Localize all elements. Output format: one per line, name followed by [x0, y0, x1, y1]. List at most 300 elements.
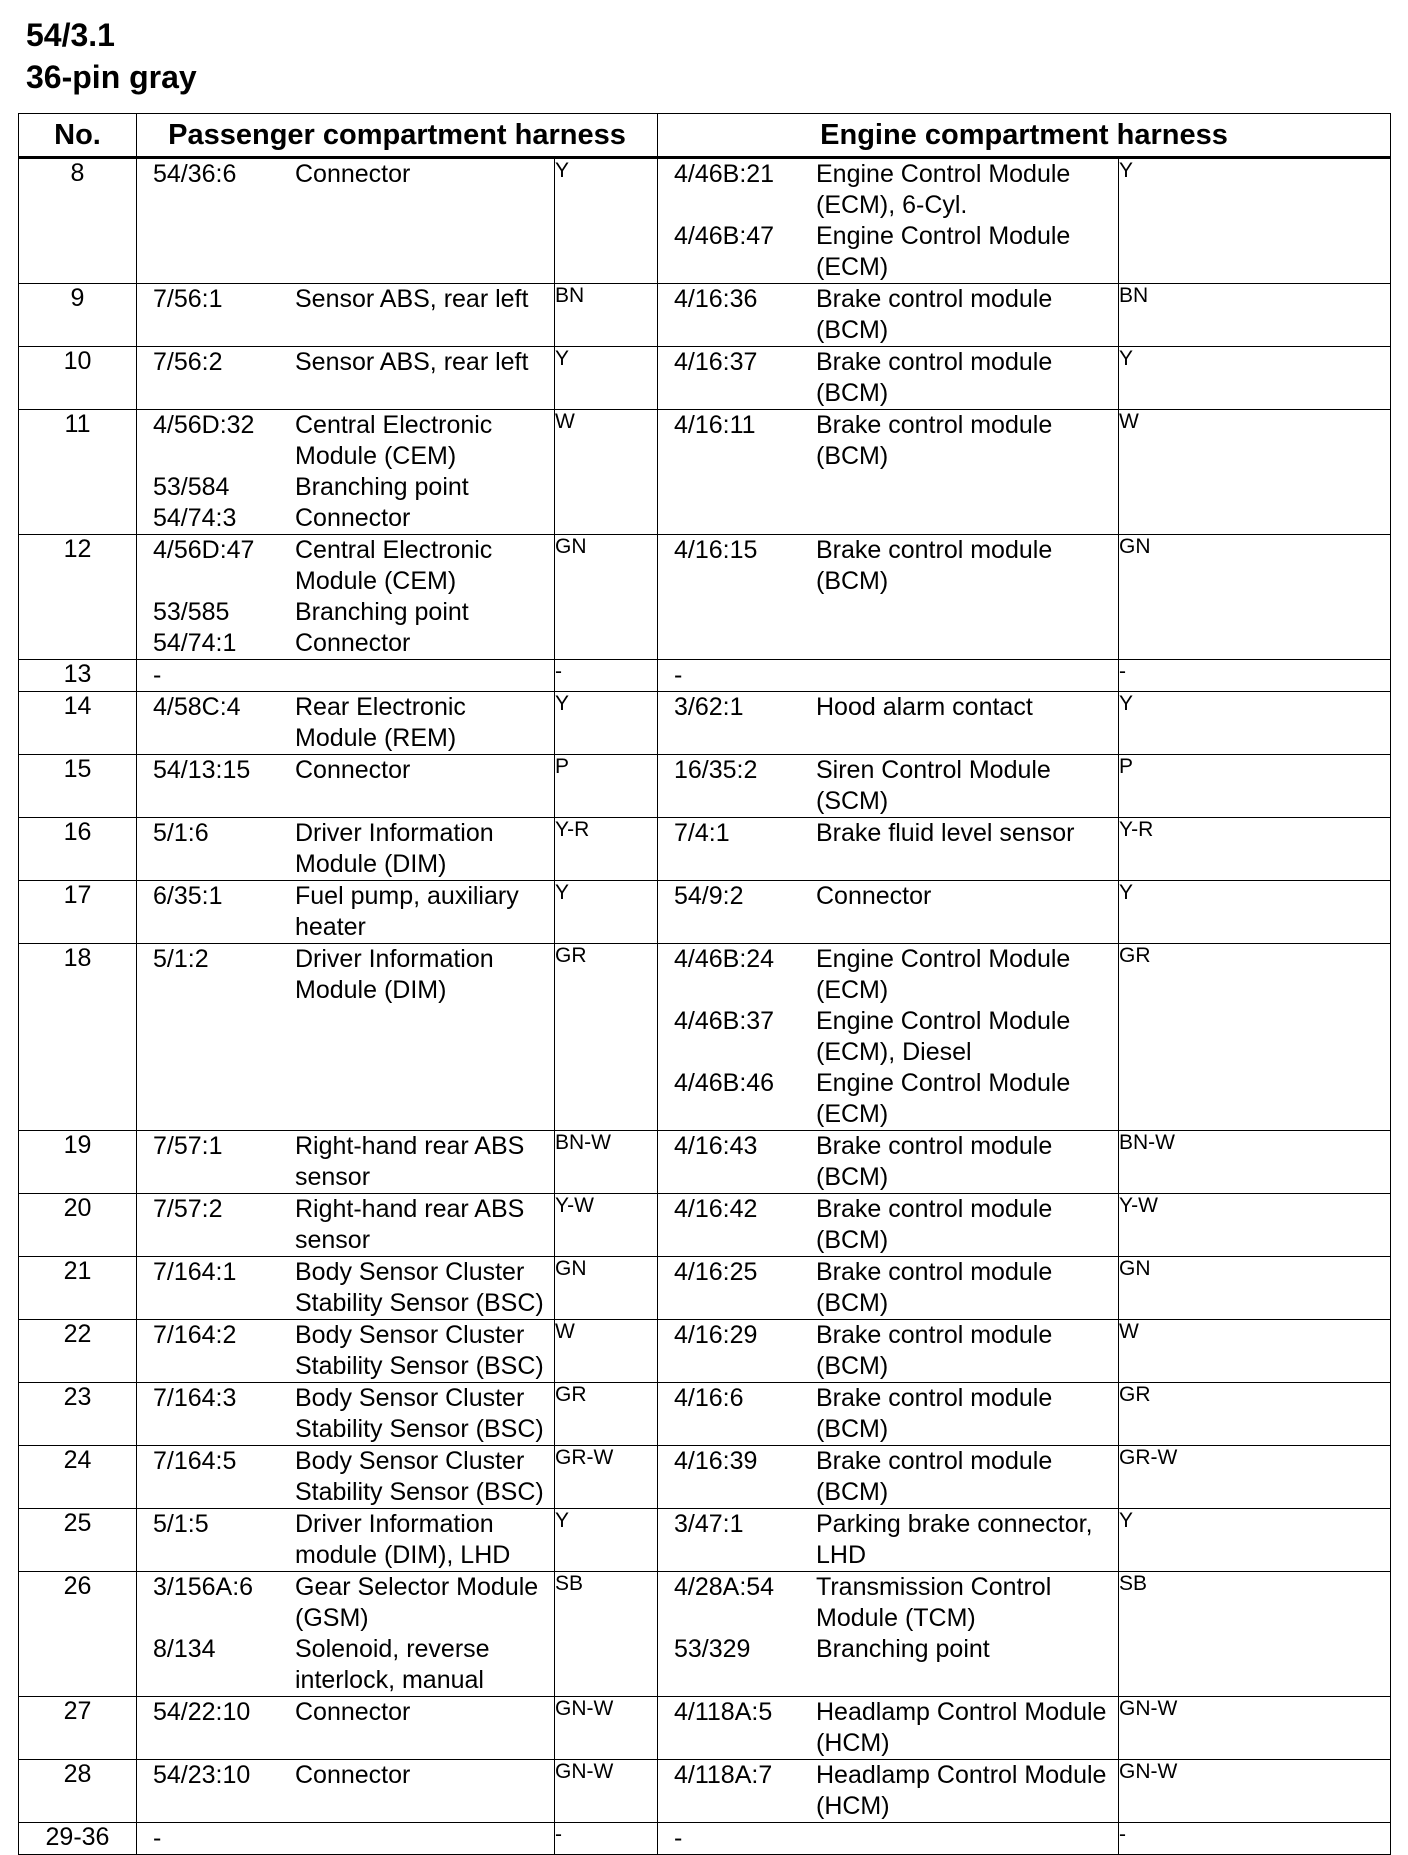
passenger-component: Connector — [295, 756, 411, 784]
engine-terminal-code: 4/46B:21 — [674, 160, 775, 188]
engine-entry — [658, 1068, 1118, 1130]
engine-component: Brake control module (BCM) — [816, 1447, 1053, 1506]
passenger-entry — [137, 1194, 554, 1256]
passenger-component: Solenoid, reverse interlock, manual — [295, 1635, 490, 1694]
passenger-entry — [137, 818, 554, 880]
passenger-entries — [137, 410, 555, 535]
passenger-component: Right-hand rear ABS sensor — [295, 1195, 525, 1254]
table-row — [19, 1383, 1391, 1446]
header-row — [19, 114, 1391, 158]
passenger-wire-color: BN — [555, 284, 658, 347]
engine-entries — [658, 1509, 1119, 1572]
pin-number: 10 — [19, 347, 137, 410]
table-row — [19, 944, 1391, 1131]
engine-entry — [658, 159, 1118, 221]
passenger-entries — [137, 1823, 555, 1855]
passenger-component: Body Sensor Cluster Stability Sensor (BSC) — [295, 1384, 544, 1443]
passenger-entries — [137, 1383, 555, 1446]
engine-terminal-code: 4/16:43 — [674, 1132, 758, 1160]
table-row — [19, 347, 1391, 410]
engine-wire-color: - — [1119, 660, 1391, 692]
passenger-wire-color: GN-W — [555, 1760, 658, 1823]
passenger-entries — [137, 692, 555, 755]
passenger-component: Sensor ABS, rear left — [295, 348, 529, 376]
engine-terminal-code: 4/16:39 — [674, 1447, 758, 1475]
engine-wire-color: GN — [1119, 535, 1391, 660]
engine-component: Hood alarm contact — [816, 693, 1033, 721]
engine-entry — [658, 1823, 1118, 1854]
passenger-component: Driver Information Module (DIM) — [295, 945, 494, 1004]
passenger-entries — [137, 1572, 555, 1697]
pin-number: 18 — [19, 944, 137, 1131]
passenger-entries — [137, 1320, 555, 1383]
header-passenger-harness: Passenger compartment harness — [137, 114, 658, 158]
passenger-entries — [137, 1697, 555, 1760]
engine-entry — [658, 1634, 1118, 1665]
engine-entries — [658, 881, 1119, 944]
pin-number: 29-36 — [19, 1823, 137, 1855]
engine-entry — [658, 692, 1118, 723]
passenger-entries — [137, 660, 555, 692]
engine-terminal-code: 4/16:42 — [674, 1195, 758, 1223]
pin-number: 22 — [19, 1320, 137, 1383]
passenger-component: Gear Selector Module (GSM) — [295, 1573, 539, 1632]
engine-terminal-code: 4/16:36 — [674, 285, 758, 313]
passenger-wire-color: Y-R — [555, 818, 658, 881]
engine-entry — [658, 755, 1118, 817]
engine-component: Parking brake connector, LHD — [816, 1510, 1093, 1569]
pin-number: 27 — [19, 1697, 137, 1760]
engine-component: Transmission Control Module (TCM) — [816, 1573, 1052, 1632]
passenger-entry — [137, 1823, 554, 1854]
engine-wire-color: Y-W — [1119, 1194, 1391, 1257]
passenger-wire-color: BN-W — [555, 1131, 658, 1194]
passenger-entry — [137, 1257, 554, 1319]
engine-entries — [658, 1383, 1119, 1446]
table-row — [19, 692, 1391, 755]
engine-entries — [658, 1194, 1119, 1257]
passenger-wire-color: Y — [555, 692, 658, 755]
table-row — [19, 1446, 1391, 1509]
engine-component: Brake control module (BCM) — [816, 348, 1053, 407]
passenger-component: Branching point — [295, 598, 469, 626]
engine-component: Brake control module (BCM) — [816, 1132, 1053, 1191]
passenger-component: Sensor ABS, rear left — [295, 285, 529, 313]
engine-entry — [658, 1131, 1118, 1193]
engine-terminal-code: 4/28A:54 — [674, 1573, 775, 1601]
engine-component: Brake control module (BCM) — [816, 411, 1053, 470]
passenger-terminal-code: 7/56:1 — [153, 285, 223, 313]
passenger-component: Body Sensor Cluster Stability Sensor (BSC) — [295, 1321, 544, 1380]
pin-number: 14 — [19, 692, 137, 755]
engine-terminal-code: 16/35:2 — [674, 756, 758, 784]
passenger-entry — [137, 755, 554, 786]
engine-component: Engine Control Module (ECM) — [816, 945, 1071, 1004]
passenger-entries — [137, 881, 555, 944]
engine-entry — [658, 1697, 1118, 1759]
engine-wire-color: Y — [1119, 1509, 1391, 1572]
engine-component: Engine Control Module (ECM) — [816, 1069, 1071, 1128]
passenger-wire-color: - — [555, 660, 658, 692]
engine-component: Connector — [816, 882, 932, 910]
engine-wire-color: Y — [1119, 347, 1391, 410]
passenger-terminal-code: 7/164:1 — [153, 1258, 237, 1286]
passenger-component: Driver Information Module (DIM) — [295, 819, 494, 878]
table-row — [19, 1697, 1391, 1760]
passenger-entry — [137, 1572, 554, 1634]
passenger-component: Body Sensor Cluster Stability Sensor (BSC) — [295, 1258, 544, 1317]
passenger-terminal-code: 4/58C:4 — [153, 693, 241, 721]
passenger-component: Driver Information module (DIM), LHD — [295, 1510, 511, 1569]
pin-number: 11 — [19, 410, 137, 535]
passenger-component: Fuel pump, auxiliary heater — [295, 882, 519, 941]
passenger-entries — [137, 347, 555, 410]
passenger-entries — [137, 1194, 555, 1257]
pin-number: 24 — [19, 1446, 137, 1509]
engine-entry — [658, 1572, 1118, 1634]
engine-wire-color: GN-W — [1119, 1697, 1391, 1760]
engine-component — [816, 660, 1118, 691]
pin-number: 26 — [19, 1572, 137, 1697]
engine-terminal-code: 4/16:15 — [674, 536, 758, 564]
engine-component: Engine Control Module (ECM), 6-Cyl. — [816, 160, 1071, 219]
table-row — [19, 1131, 1391, 1194]
pin-number: 23 — [19, 1383, 137, 1446]
engine-entries — [658, 284, 1119, 347]
engine-wire-color: W — [1119, 1320, 1391, 1383]
table-row — [19, 1320, 1391, 1383]
engine-entry — [658, 535, 1118, 597]
engine-wire-color: Y — [1119, 692, 1391, 755]
engine-entry — [658, 1509, 1118, 1571]
passenger-wire-color: GN — [555, 535, 658, 660]
passenger-wire-color: SB — [555, 1572, 658, 1697]
engine-component: Brake control module (BCM) — [816, 285, 1053, 344]
passenger-terminal-code: 54/74:3 — [153, 504, 237, 532]
passenger-terminal-code: - — [153, 1824, 162, 1852]
pin-number: 8 — [19, 158, 137, 284]
table-row — [19, 1257, 1391, 1320]
passenger-terminal-code: 54/22:10 — [153, 1698, 251, 1726]
engine-terminal-code: 4/16:11 — [674, 411, 756, 439]
engine-component: Engine Control Module (ECM) — [816, 222, 1071, 281]
passenger-terminal-code: 7/56:2 — [153, 348, 223, 376]
engine-entry — [658, 818, 1118, 849]
passenger-wire-color: GR — [555, 944, 658, 1131]
engine-wire-color: Y — [1119, 881, 1391, 944]
engine-entry — [658, 284, 1118, 346]
passenger-wire-color: Y — [555, 1509, 658, 1572]
engine-component: Brake control module (BCM) — [816, 536, 1053, 595]
passenger-entry — [137, 881, 554, 943]
table-row — [19, 660, 1391, 692]
passenger-terminal-code: 4/56D:32 — [153, 411, 255, 439]
pin-number: 13 — [19, 660, 137, 692]
passenger-wire-color: GR-W — [555, 1446, 658, 1509]
passenger-entries — [137, 1131, 555, 1194]
engine-entry — [658, 660, 1118, 691]
engine-wire-color: P — [1119, 755, 1391, 818]
passenger-entries — [137, 818, 555, 881]
passenger-component: Connector — [295, 504, 411, 532]
passenger-terminal-code: 5/1:5 — [153, 1510, 209, 1538]
pin-number: 17 — [19, 881, 137, 944]
passenger-wire-color: GN-W — [555, 1697, 658, 1760]
passenger-entry — [137, 1634, 554, 1696]
engine-entries — [658, 660, 1119, 692]
passenger-wire-color: Y — [555, 881, 658, 944]
passenger-entry — [137, 284, 554, 315]
pin-number: 16 — [19, 818, 137, 881]
connector-description: 36-pin gray — [26, 59, 197, 95]
passenger-entry — [137, 597, 554, 628]
engine-terminal-code: 3/47:1 — [674, 1510, 744, 1538]
passenger-entries — [137, 944, 555, 1131]
engine-component: Headlamp Control Module (HCM) — [816, 1761, 1107, 1820]
table-row — [19, 158, 1391, 284]
passenger-terminal-code: 7/164:3 — [153, 1384, 237, 1412]
engine-entries — [658, 410, 1119, 535]
passenger-terminal-code: 54/13:15 — [153, 756, 251, 784]
passenger-terminal-code: 53/585 — [153, 598, 230, 626]
passenger-terminal-code: 5/1:6 — [153, 819, 209, 847]
engine-wire-color: BN — [1119, 284, 1391, 347]
engine-entries — [658, 818, 1119, 881]
engine-wire-color: GR — [1119, 1383, 1391, 1446]
engine-terminal-code: 4/16:6 — [674, 1384, 744, 1412]
passenger-component: Body Sensor Cluster Stability Sensor (BSC) — [295, 1447, 544, 1506]
passenger-entry — [137, 1446, 554, 1508]
table-row — [19, 1760, 1391, 1823]
passenger-entry — [137, 660, 554, 691]
engine-terminal-code: 4/46B:46 — [674, 1069, 775, 1097]
pin-number: 20 — [19, 1194, 137, 1257]
engine-entries — [658, 347, 1119, 410]
header-engine-harness: Engine compartment harness — [658, 114, 1391, 158]
table-row — [19, 1572, 1391, 1697]
engine-component: Brake fluid level sensor — [816, 819, 1075, 847]
engine-entries — [658, 692, 1119, 755]
table-row — [19, 881, 1391, 944]
passenger-entry — [137, 944, 554, 1006]
passenger-entry — [137, 1760, 554, 1791]
pin-number: 28 — [19, 1760, 137, 1823]
passenger-wire-color: Y — [555, 158, 658, 284]
passenger-entries — [137, 535, 555, 660]
document-title — [26, 14, 197, 98]
engine-entry — [658, 1446, 1118, 1508]
engine-component: Brake control module (BCM) — [816, 1321, 1053, 1380]
engine-component — [816, 1823, 1118, 1854]
passenger-entries — [137, 1257, 555, 1320]
passenger-terminal-code: 54/74:1 — [153, 629, 237, 657]
passenger-entry — [137, 628, 554, 659]
engine-component: Brake control module (BCM) — [816, 1384, 1053, 1443]
passenger-wire-color: P — [555, 755, 658, 818]
engine-entries — [658, 1823, 1119, 1855]
engine-entry — [658, 221, 1118, 283]
pin-number: 9 — [19, 284, 137, 347]
engine-entries — [658, 1320, 1119, 1383]
passenger-component: Rear Electronic Module (REM) — [295, 693, 466, 752]
table-row — [19, 755, 1391, 818]
passenger-wire-color: GN — [555, 1257, 658, 1320]
table-row — [19, 410, 1391, 535]
passenger-terminal-code: 7/57:1 — [153, 1132, 223, 1160]
passenger-terminal-code: - — [153, 661, 162, 689]
engine-terminal-code: - — [674, 661, 683, 689]
engine-entries — [658, 158, 1119, 284]
engine-wire-color: Y-R — [1119, 818, 1391, 881]
engine-terminal-code: 4/16:37 — [674, 348, 758, 376]
table-row — [19, 1194, 1391, 1257]
pin-number: 21 — [19, 1257, 137, 1320]
passenger-terminal-code: 5/1:2 — [153, 945, 209, 973]
engine-terminal-code: - — [674, 1824, 683, 1852]
passenger-terminal-code: 7/164:5 — [153, 1447, 237, 1475]
passenger-entry — [137, 472, 554, 503]
engine-entries — [658, 535, 1119, 660]
engine-component: Engine Control Module (ECM), Diesel — [816, 1007, 1071, 1066]
header-no: No. — [19, 114, 137, 158]
passenger-entry — [137, 1320, 554, 1382]
engine-terminal-code: 4/16:25 — [674, 1258, 758, 1286]
engine-entries — [658, 1446, 1119, 1509]
engine-terminal-code: 4/118A:5 — [674, 1698, 773, 1726]
engine-wire-color: GR-W — [1119, 1446, 1391, 1509]
passenger-entry — [137, 159, 554, 190]
pin-number: 19 — [19, 1131, 137, 1194]
pin-table-body — [19, 158, 1391, 1855]
connector-id: 54/3.1 — [26, 17, 115, 53]
engine-entries — [658, 755, 1119, 818]
engine-terminal-code: 3/62:1 — [674, 693, 744, 721]
passenger-wire-color: W — [555, 410, 658, 535]
passenger-entries — [137, 1760, 555, 1823]
passenger-component: Connector — [295, 1761, 411, 1789]
engine-entry — [658, 1383, 1118, 1445]
engine-entry — [658, 1760, 1118, 1822]
passenger-entry — [137, 347, 554, 378]
passenger-component: Right-hand rear ABS sensor — [295, 1132, 525, 1191]
engine-component: Headlamp Control Module (HCM) — [816, 1698, 1107, 1757]
engine-entry — [658, 410, 1118, 472]
passenger-wire-color: Y — [555, 347, 658, 410]
passenger-terminal-code: 54/23:10 — [153, 1761, 251, 1789]
table-row — [19, 818, 1391, 881]
engine-wire-color: GN — [1119, 1257, 1391, 1320]
engine-entry — [658, 944, 1118, 1006]
passenger-entries — [137, 284, 555, 347]
passenger-component — [295, 1823, 554, 1854]
engine-entry — [658, 1006, 1118, 1068]
engine-entry — [658, 1194, 1118, 1256]
passenger-component: Connector — [295, 160, 411, 188]
engine-terminal-code: 4/46B:37 — [674, 1007, 775, 1035]
passenger-entry — [137, 1383, 554, 1445]
passenger-entries — [137, 755, 555, 818]
pin-number: 25 — [19, 1509, 137, 1572]
engine-entries — [658, 944, 1119, 1131]
engine-entries — [658, 1760, 1119, 1823]
passenger-terminal-code: 6/35:1 — [153, 882, 223, 910]
pin-number: 15 — [19, 755, 137, 818]
passenger-terminal-code: 53/584 — [153, 473, 230, 501]
engine-entry — [658, 1320, 1118, 1382]
passenger-entry — [137, 1131, 554, 1193]
passenger-component: Connector — [295, 629, 411, 657]
passenger-wire-color: W — [555, 1320, 658, 1383]
passenger-entries — [137, 1509, 555, 1572]
passenger-entry — [137, 503, 554, 534]
passenger-wire-color: - — [555, 1823, 658, 1855]
engine-component: Brake control module (BCM) — [816, 1258, 1053, 1317]
table-row — [19, 1823, 1391, 1855]
passenger-entry — [137, 1509, 554, 1571]
passenger-terminal-code: 3/156A:6 — [153, 1573, 254, 1601]
engine-entries — [658, 1572, 1119, 1697]
engine-entries — [658, 1257, 1119, 1320]
passenger-entries — [137, 1446, 555, 1509]
passenger-component: Branching point — [295, 473, 469, 501]
engine-wire-color: Y — [1119, 158, 1391, 284]
passenger-entries — [137, 158, 555, 284]
engine-wire-color: GR — [1119, 944, 1391, 1131]
passenger-entry — [137, 1697, 554, 1728]
engine-terminal-code: 4/46B:24 — [674, 945, 775, 973]
table-row — [19, 1509, 1391, 1572]
engine-wire-color: W — [1119, 410, 1391, 535]
engine-entry — [658, 347, 1118, 409]
passenger-entry — [137, 535, 554, 597]
pin-number: 12 — [19, 535, 137, 660]
engine-component: Brake control module (BCM) — [816, 1195, 1053, 1254]
passenger-wire-color: GR — [555, 1383, 658, 1446]
engine-terminal-code: 4/118A:7 — [674, 1761, 773, 1789]
passenger-terminal-code: 7/57:2 — [153, 1195, 223, 1223]
passenger-component: Central Electronic Module (CEM) — [295, 536, 493, 595]
passenger-component: Central Electronic Module (CEM) — [295, 411, 493, 470]
engine-terminal-code: 4/16:29 — [674, 1321, 758, 1349]
passenger-entry — [137, 410, 554, 472]
engine-terminal-code: 7/4:1 — [674, 819, 730, 847]
passenger-terminal-code: 4/56D:47 — [153, 536, 255, 564]
engine-entries — [658, 1697, 1119, 1760]
engine-wire-color: - — [1119, 1823, 1391, 1855]
engine-wire-color: GN-W — [1119, 1760, 1391, 1823]
engine-terminal-code: 4/46B:47 — [674, 222, 775, 250]
engine-entry — [658, 1257, 1118, 1319]
engine-component: Branching point — [816, 1635, 990, 1663]
passenger-entry — [137, 692, 554, 754]
engine-terminal-code: 54/9:2 — [674, 882, 744, 910]
engine-entries — [658, 1131, 1119, 1194]
passenger-wire-color: Y-W — [555, 1194, 658, 1257]
passenger-component: Connector — [295, 1698, 411, 1726]
engine-entry — [658, 881, 1118, 912]
engine-wire-color: BN-W — [1119, 1131, 1391, 1194]
passenger-component — [295, 660, 554, 691]
table-row — [19, 535, 1391, 660]
table-row — [19, 284, 1391, 347]
passenger-terminal-code: 54/36:6 — [153, 160, 237, 188]
passenger-terminal-code: 7/164:2 — [153, 1321, 237, 1349]
pin-table — [18, 113, 1391, 1855]
engine-terminal-code: 53/329 — [674, 1635, 751, 1663]
passenger-terminal-code: 8/134 — [153, 1635, 216, 1663]
engine-wire-color: SB — [1119, 1572, 1391, 1697]
engine-component: Siren Control Module (SCM) — [816, 756, 1051, 815]
